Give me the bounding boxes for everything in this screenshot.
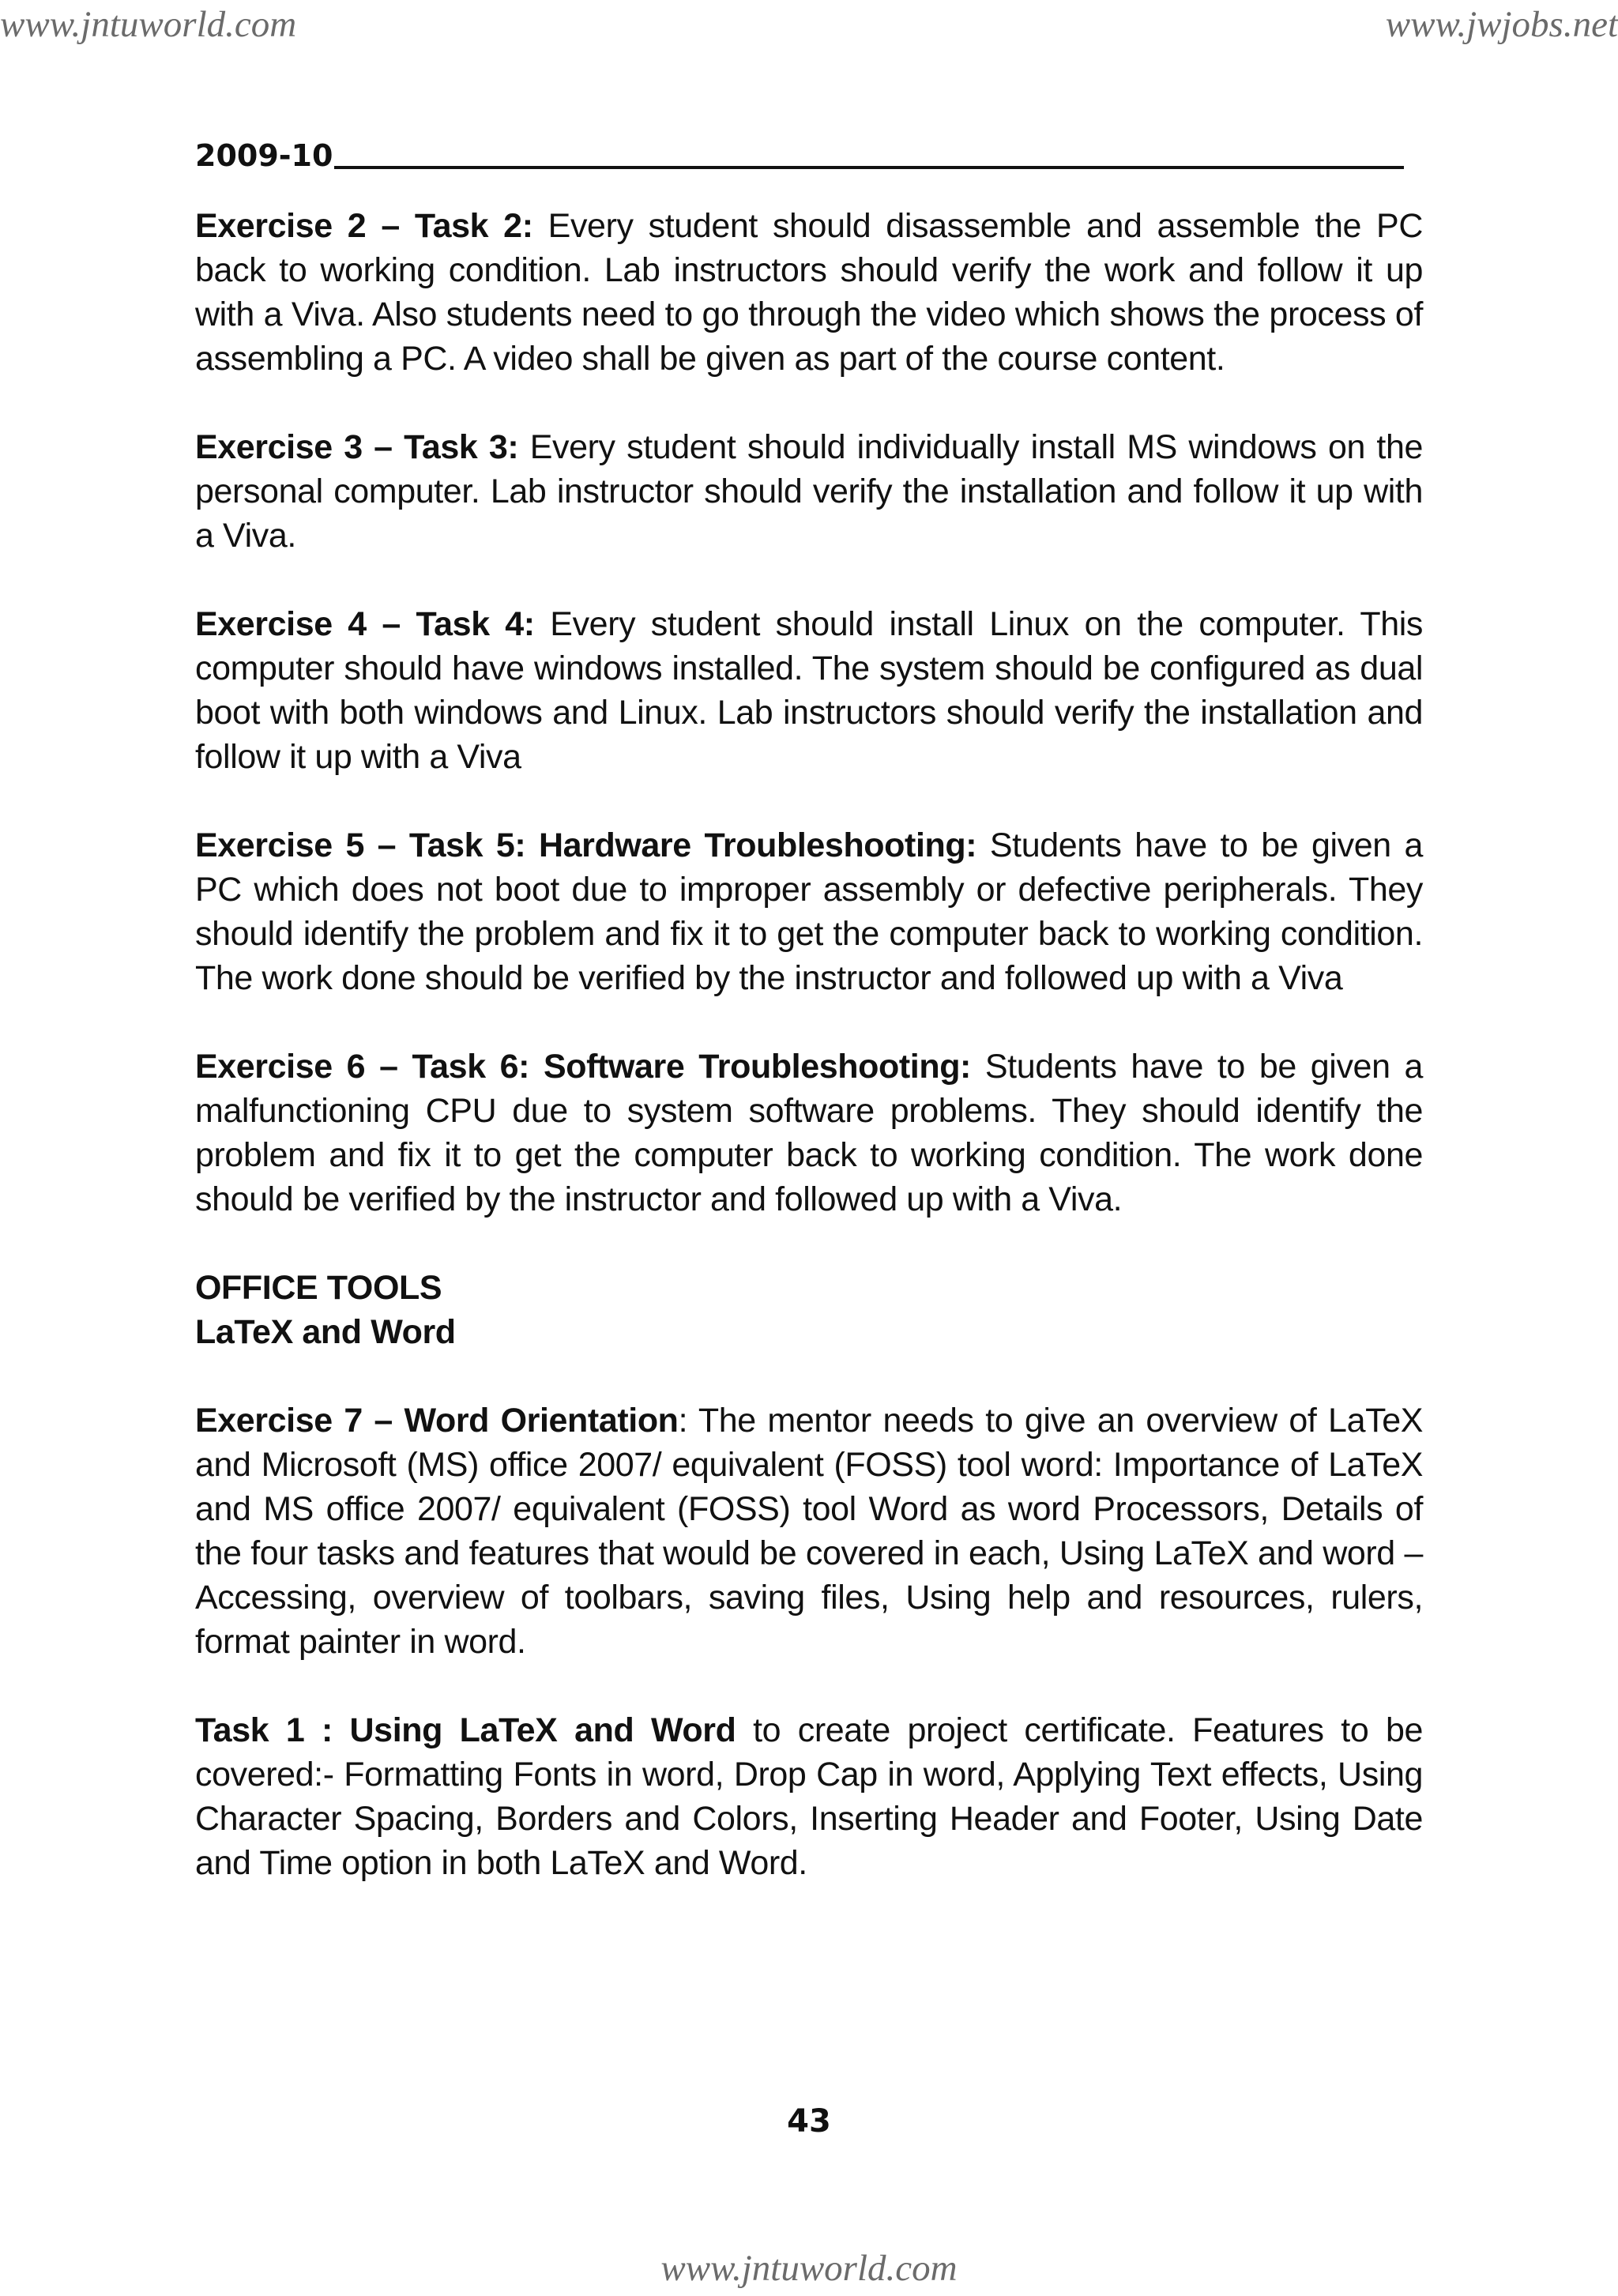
- exercise-7-paragraph: [195, 1398, 1423, 1664]
- page-number: 43: [787, 2103, 831, 2140]
- exercise-3-text: Every student should individually install MS windows on the personal computer. Lab instructor should verify the installation and follow it up with a Viva.: [195, 428, 1424, 555]
- exercise-3-paragraph: [195, 425, 1423, 558]
- watermark-top-left: www.jntuworld.com: [0, 4, 297, 45]
- exercise-4-paragraph: [195, 602, 1423, 779]
- exercise-2-lead: Exercise 2 – Task 2:: [195, 207, 533, 245]
- exercise-5-text: Students have to be given a PC which does not boot due to improper assembly or defective peripherals. They should identify the problem and fix it to get the computer back to working condition. The work done should be verified by the instructor and followed up with a Viva: [195, 826, 1423, 997]
- task-1-lead: Task 1 : Using LaTeX and Word: [195, 1711, 736, 1749]
- watermark-top-right: www.jwjobs.net: [1385, 4, 1618, 45]
- header-year: 2009-10: [195, 138, 333, 173]
- exercise-4-lead: Exercise 4 – Task 4:: [195, 605, 535, 643]
- exercise-7-text: : The mentor needs to give an overview of LaTeX and Microsoft (MS) office 2007/ equivalent (FOSS) tool word: Importance of LaTeX and MS office 2007/ equivalent (FOSS) tool Word as word Processors, Details of the four tasks and features that would be covered in each, Using LaTeX and word – Accessing, overview of toolbars, saving files, Using help and resources, rulers, format painter in word.: [195, 1402, 1423, 1661]
- watermark-bottom: www.jntuworld.com: [660, 2248, 958, 2289]
- page-content: [195, 204, 1423, 1929]
- header-year-line: [195, 138, 1404, 173]
- header-rule: [334, 166, 1404, 169]
- exercise-7-lead: Exercise 7 – Word Orientation: [195, 1402, 679, 1440]
- section-subtitle: LaTeX and Word: [195, 1313, 456, 1351]
- task-1-paragraph: [195, 1708, 1423, 1885]
- exercise-2-text: Every student should disassemble and assemble the PC back to working condition. Lab instructors should verify the work and follow it up with a Viva. Also students need to go through the video which shows the process of assembling a PC. A video shall be given as part of the course content.: [195, 207, 1423, 378]
- exercise-6-text: Students have to be given a malfunctioning CPU due to system software problems. They should identify the problem and fix it to get the computer back to working condition. The work done should be verified by the instructor and followed up with a Viva.: [195, 1048, 1424, 1218]
- section-heading: [195, 1266, 1423, 1354]
- task-1-text: to create project certificate. Features to be covered:- Formatting Fonts in word, Drop Cap in word, Applying Text effects, Using Character Spacing, Borders and Colors, Inserting Header and Footer, Using Date and Time option in both LaTeX and Word.: [195, 1711, 1424, 1882]
- section-title: OFFICE TOOLS: [195, 1269, 442, 1307]
- exercise-3-lead: Exercise 3 – Task 3:: [195, 428, 519, 466]
- exercise-5-paragraph: [195, 823, 1423, 1000]
- exercise-6-paragraph: [195, 1044, 1423, 1221]
- exercise-4-text: Every student should install Linux on the computer. This computer should have windows installed. The system should be configured as dual boot with both windows and Linux. Lab instructors should verify the installation and follow it up with a Viva: [195, 605, 1423, 776]
- exercise-2-paragraph: [195, 204, 1423, 381]
- exercise-5-lead: Exercise 5 – Task 5: Hardware Troubleshooting:: [195, 826, 977, 864]
- exercise-6-lead: Exercise 6 – Task 6: Software Troubleshooting:: [195, 1048, 971, 1086]
